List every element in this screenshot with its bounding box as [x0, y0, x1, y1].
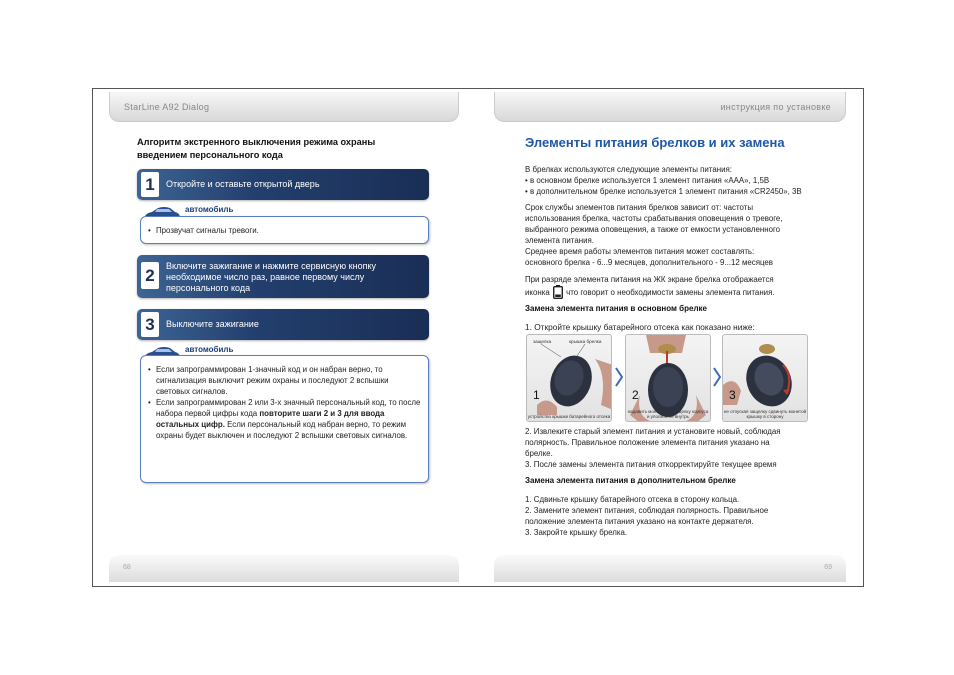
step-2-number: 2 — [141, 262, 159, 289]
intro-line: • в основном брелке используется 1 элемент питания «AAA», 1,5В — [525, 176, 770, 185]
algorithm-title: Алгоритм экстренного выключения режима охраны введением персонального кода — [137, 137, 376, 160]
car-box-1 — [140, 216, 429, 244]
car-box-1-item: • Прозвучат сигналы тревоги. — [148, 225, 422, 236]
photo-1-caption: устройство крышки батарейного отсека — [527, 414, 611, 419]
car-box-2 — [140, 355, 429, 483]
section-2-line: 1. Сдвиньте крышку батарейного отсека в сторону кольца. — [525, 495, 740, 504]
section-1-line: 2. Извлеките старый элемент питания и установите новый, соблюдая — [525, 427, 781, 436]
section-2-line: положение элемента питания указано на контакте держателя. — [525, 517, 754, 526]
right-page-title: Элементы питания брелков и их замена — [525, 135, 785, 150]
step-3-bar — [137, 309, 429, 340]
right-footer-bar — [494, 555, 846, 582]
section-1-line: полярность. Правильное положение элемента питания указано на — [525, 438, 770, 447]
photo-3-caption: не отпуская защелку сдвинуть монетой крышку в сторону — [723, 409, 807, 419]
next-arrow-icon — [713, 366, 721, 388]
photo-2-number: 2 — [632, 388, 639, 402]
section-1-after-text — [525, 426, 835, 470]
car-box-2-item-1: • Если запрограммирован 1-значный код и он набран верно, то сигнализация выключит режим охраны и последуют 2 вспышки световых сигналов. — [148, 364, 422, 397]
battery-icon-line-2 — [525, 285, 835, 299]
photo-1-label-latch: защелка — [533, 339, 552, 344]
section-2-title: Замена элемента питания в дополнительном брелке — [525, 476, 736, 485]
intro-line: • в дополнительном брелке используется 1 элемент питания «CR2450», 3В — [525, 187, 802, 196]
step-2-bar — [137, 255, 429, 298]
intro-line: В брелках используются следующие элементы питания: — [525, 165, 732, 174]
left-page-number: 68 — [123, 564, 131, 571]
step-1-text: Откройте и оставьте открытой дверь — [166, 179, 320, 189]
battery-icon-paragraph — [525, 274, 835, 299]
right-page-number: 69 — [824, 564, 832, 571]
next-arrow-icon — [615, 366, 623, 388]
right-header-title: инструкция по установке — [720, 102, 831, 112]
item-2-text-a: Если запрограммирован 2 или 3-х значный персональный код, то после набора первой цифры кода — [156, 398, 421, 418]
battery-icon-text-a: иконка — [525, 288, 550, 297]
item-2-text-b: Если персональный код набран верно, то режим охраны будет выключен и последуют 2 вспышки световых сигналов. — [156, 420, 408, 440]
lifetime-line: выбранного режима оповещения, а также от емкости установленного — [525, 225, 781, 234]
lifetime-line: Среднее время работы элементов питания может составлять: — [525, 247, 755, 256]
battery-icon-text-b: что говорит о необходимости замены элемента питания. — [566, 288, 775, 297]
lifetime-line: использования брелка, частоты срабатывания оповещения о тревоге, — [525, 214, 783, 223]
left-footer-bar — [109, 555, 459, 582]
step-1-bar — [137, 169, 429, 200]
section-2-line: 2. Замените элемент питания, соблюдая полярность. Правильное — [525, 506, 769, 515]
car-box-1-label: автомобиль — [185, 205, 234, 214]
section-2-text — [525, 494, 835, 538]
photo-step-3 — [722, 334, 808, 422]
battery-icon-line-1: При разряде элемента питания на ЖК экране брелка отображается — [525, 275, 774, 284]
photo-1-label-cover: крышка брелка — [569, 339, 602, 344]
left-header-title: StarLine A92 Dialog — [124, 102, 210, 112]
step-3-text: Выключите зажигание — [166, 319, 259, 329]
section-2-line: 3. Закройте крышку брелка. — [525, 528, 628, 537]
photo-2-caption: надавить монетой на защелку корпуса и уполить её внутрь — [627, 409, 709, 419]
section-1-title: Замена элемента питания в основном брелке — [525, 304, 707, 313]
car-box-2-label: автомобиль — [185, 345, 234, 354]
step-3-number: 3 — [141, 312, 159, 337]
photo-3-number: 3 — [729, 388, 736, 402]
photo-step-1 — [526, 334, 612, 422]
intro-paragraph — [525, 164, 835, 197]
section-1-line: брелке. — [525, 449, 553, 458]
battery-low-icon — [553, 285, 563, 299]
car-box-2-item-2 — [148, 397, 422, 441]
step-1-number: 1 — [141, 172, 159, 197]
right-header-bar — [494, 92, 846, 122]
section-1-line: 3. После замены элемента питания откорректируйте текущее время — [525, 460, 777, 469]
item-2-text-bold: повторите шаги 2 и 3 для ввода остальных цифр. — [156, 409, 385, 429]
lifetime-line: основного брелка - 6...9 месяцев, дополнительного - 9...12 месяцев — [525, 258, 773, 267]
left-header-bar — [109, 92, 459, 122]
step-2-text: Включите зажигание и нажмите сервисную кнопку необходимое число раз, равное первому числу персонального кода — [166, 261, 376, 293]
photo-step-2 — [625, 334, 711, 422]
section-1-step-1: 1. Откройте крышку батарейного отсека как показано ниже: — [525, 322, 755, 332]
lifetime-line: Срок службы элементов питания брелков зависит от: частоты — [525, 203, 753, 212]
key-fob-image — [527, 335, 612, 422]
photo-1-number: 1 — [533, 388, 540, 402]
lifetime-paragraph — [525, 202, 835, 268]
lifetime-line: элемента питания. — [525, 236, 594, 245]
